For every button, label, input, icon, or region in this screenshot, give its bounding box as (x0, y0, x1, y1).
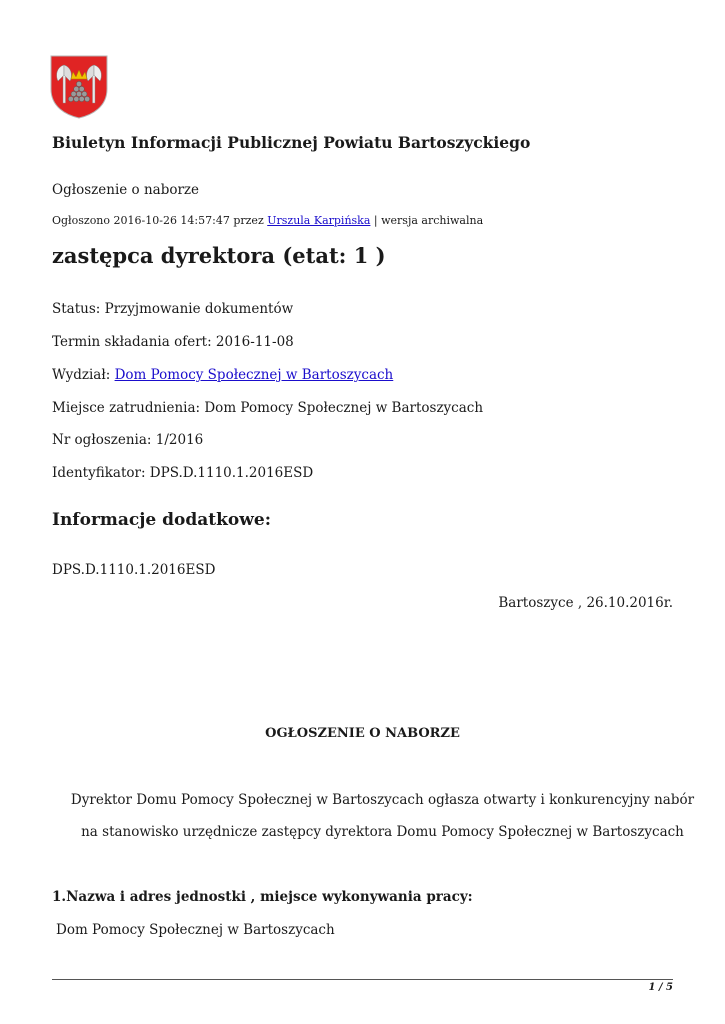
identifier-text: Identyfikator: DPS.D.1110.1.2016ESD (52, 465, 314, 481)
intro-line-2: na stanowisko urzędnicze zastępcy dyrektora Domu Pomocy Społecznej w Bartoszycach (81, 824, 684, 840)
department-row (52, 367, 393, 383)
announcement-title: OGŁOSZENIE O NABORZE (265, 726, 460, 741)
workplace-text: Miejsce zatrudnienia: Dom Pomocy Społecznej w Bartoszycach (52, 400, 484, 416)
intro-line-1: Dyrektor Domu Pomocy Społecznej w Bartoszycach ogłasza otwarty i konkurencyjny nabór (70, 792, 695, 808)
department-link[interactable]: Dom Pomocy Społecznej w Bartoszycach (114, 367, 394, 383)
reference-code: DPS.D.1110.1.2016ESD (52, 562, 216, 578)
additional-info-heading: Informacje dodatkowe: (52, 510, 271, 530)
status-text: Status: Przyjmowanie dokumentów (52, 301, 294, 317)
department-label: Wydział: (52, 367, 111, 383)
deadline-text: Termin składania ofert: 2016-11-08 (52, 334, 294, 350)
place-date: Bartoszyce , 26.10.2016r. (498, 595, 673, 611)
author-link[interactable]: Urszula Karpińska (267, 214, 371, 227)
coat-of-arms-logo (50, 55, 108, 119)
notice-number-text: Nr ogłoszenia: 1/2016 (52, 432, 204, 448)
section-1-heading: 1.Nazwa i adres jednostki , miejsce wykonywania pracy: (52, 889, 473, 905)
meta-prefix: Ogłoszono 2016-10-26 14:57:47 przez (52, 214, 264, 227)
footer-divider (52, 979, 673, 980)
notice-title: zastępca dyrektora (etat: 1 ) (52, 243, 386, 268)
notice-type: Ogłoszenie o naborze (52, 182, 200, 198)
section-1-text: Dom Pomocy Społecznej w Bartoszycach (56, 922, 335, 938)
meta-suffix: | wersja archiwalna (373, 214, 484, 227)
site-title: Biuletyn Informacji Publicznej Powiatu Bartoszyckiego (52, 133, 531, 152)
page-number: 1 / 5 (648, 982, 673, 993)
publication-meta (52, 214, 483, 227)
